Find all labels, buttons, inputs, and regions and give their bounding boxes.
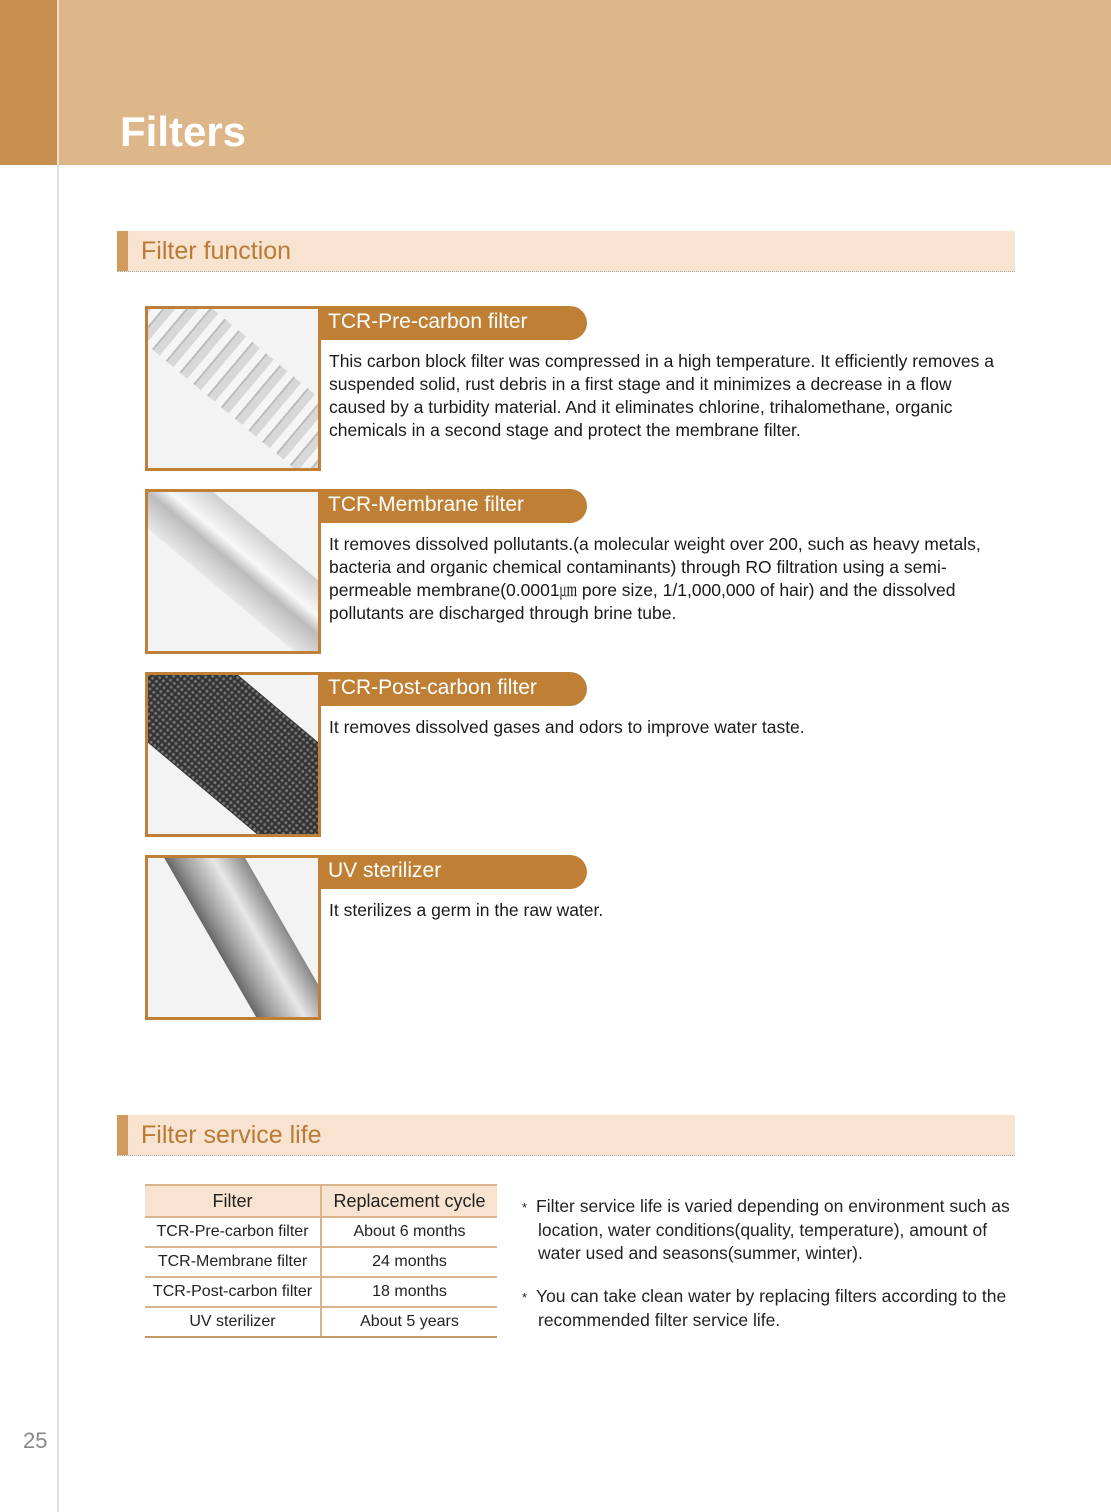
uv-sterilizer-image [145,855,321,1020]
filter-item-pre-carbon [145,306,1005,471]
table-row [145,1247,497,1277]
filter-item-uv [145,855,1005,1020]
note-text: You can take clean water by replacing filters according to the recommended filter service life. [536,1286,1007,1330]
table-row [145,1277,497,1307]
service-notes [522,1195,1022,1352]
filter-description: It removes dissolved pollutants.(a molecular weight over 200, such as heavy metals, bacteria and organic chemical contaminants) through RO filtration using a semi-permeable membrane(0.0001㎛ pore size, 1/1,000,000 of hair) and the dissolved pollutants are discharged through brine tube. [329,534,981,623]
section-title: Filter service life [141,1121,322,1149]
filter-description: This carbon block filter was compressed in a high temperature. It efficiently removes a suspended solid, rust debris in a first stage and it minimizes a decrease in a flow caused by a turbidity material. And it eliminates chlorine, trihalomethane, organic chemicals in a second stage and protect the membrane filter. [329,351,994,440]
section-filter-function [117,231,1015,272]
cell: 18 months [321,1277,497,1307]
cell: TCR-Pre-carbon filter [145,1217,321,1247]
section-service-life [117,1115,1015,1156]
membrane-filter-image [145,489,321,654]
cell: TCR-Post-carbon filter [145,1277,321,1307]
note [522,1195,1022,1265]
note [522,1285,1022,1332]
margin-line [57,0,59,1512]
table-row [145,1217,497,1247]
note-marker: * [522,1200,528,1215]
post-carbon-filter-image [145,672,321,837]
table-row [145,1307,497,1337]
filter-name-label: TCR-Pre-carbon filter [320,306,587,340]
cell: 24 months [321,1247,497,1277]
cell: UV sterilizer [145,1307,321,1337]
filter-item-membrane [145,489,1005,654]
note-marker: * [522,1290,528,1305]
column-header: Filter [145,1185,321,1217]
header-strip [0,0,57,165]
cell: About 6 months [321,1217,497,1247]
pre-carbon-filter-image [145,306,321,471]
filter-description: It sterilizes a germ in the raw water. [329,900,604,920]
section-title: Filter function [141,237,292,265]
filter-name-label: TCR-Post-carbon filter [320,672,587,706]
page-number: 25 [23,1428,48,1453]
service-life-table [145,1184,497,1338]
column-header: Replacement cycle [321,1185,497,1217]
cell: TCR-Membrane filter [145,1247,321,1277]
filter-item-post-carbon [145,672,1005,837]
filter-name-label: UV sterilizer [320,855,587,889]
note-text: Filter service life is varied depending on environment such as location, water conditions(quality, temperature), amount of water used and seasons(summer, winter). [536,1196,1010,1263]
page-title: Filters [120,108,247,155]
filter-description: It removes dissolved gases and odors to improve water taste. [329,717,805,737]
cell: About 5 years [321,1307,497,1337]
margin-line-top [57,0,59,165]
filter-name-label: TCR-Membrane filter [320,489,587,523]
